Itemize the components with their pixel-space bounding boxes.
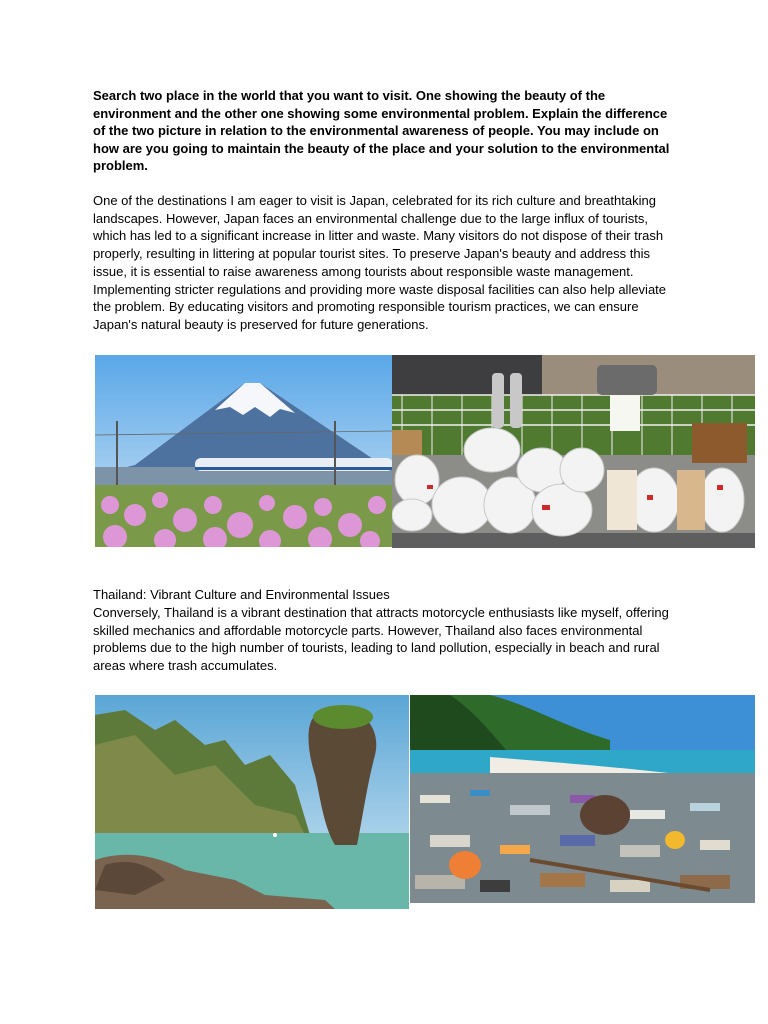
thailand-heading: Thailand: Vibrant Culture and Environmental Issues bbox=[93, 587, 390, 602]
mount-fuji-photo bbox=[95, 355, 393, 547]
polluted-beach-photo bbox=[410, 695, 755, 903]
assignment-prompt: Search two place in the world that you want to visit. One showing the beauty of the environment and the other one showing some environmental problem. Explain the difference of the two picture in relation to the environmental awareness of people. You may include on how are you going to maintain the beauty of the place and your solution to the environmental problem. bbox=[93, 88, 670, 174]
tokyo-trash-bags-photo bbox=[392, 355, 755, 548]
japan-paragraph: One of the destinations I am eager to visit is Japan, celebrated for its rich culture and breathtaking landscapes. However, Japan faces an environmental challenge due to the large influx of tourists, which has led to a significant increase in litter and waste. Many visitors do not dispose of their trash properly, resulting in littering at popular tourist sites. To preserve Japan's beauty and address this issue, it is essential to raise awareness among tourists about responsible waste management. Implementing stricter regulations and providing more waste disposal facilities can also help alleviate the problem. By educating visitors and promoting responsible tourism practices, we can ensure Japan's natural beauty is preserved for future generations. bbox=[93, 193, 667, 332]
thailand-paragraph: Conversely, Thailand is a vibrant destination that attracts motorcycle enthusiasts like myself, offering skilled mechanics and affordable motorcycle parts. However, Thailand also faces environmental problems due to the high number of tourists, leading to land pollution, especially in beach and rural areas where trash accumulates. bbox=[93, 605, 669, 674]
phang-nga-bay-photo bbox=[95, 695, 409, 909]
